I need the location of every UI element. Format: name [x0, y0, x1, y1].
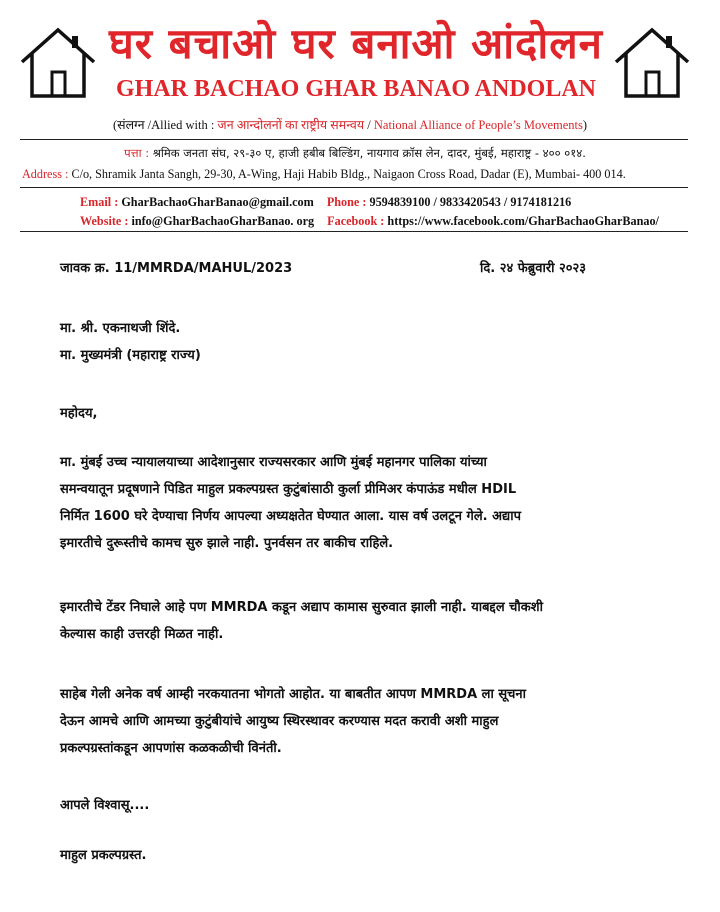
paragraph-2: [60, 594, 660, 648]
paragraph-line: इमारतीचे टेंडर निघाले आहे पण MMRDA कडून अद्याप कामास सुरुवात झाली नाही. याबद्दल चौकशी: [60, 600, 543, 615]
facebook-link[interactable]: https://www.facebook.com/GharBachaoGharBanao/: [387, 214, 659, 228]
address-english-label: Address :: [22, 167, 72, 181]
divider: [20, 139, 688, 140]
email-link[interactable]: GharBachaoGharBanao@gmail.com: [121, 195, 314, 209]
allied-hindi: जन आन्दोलनों का राष्ट्रीय समन्वय: [217, 118, 365, 132]
address-hindi: श्रमिक जनता संघ, २९-३० ए, हाजी हबीब बिल्डिंग, नायगाव क्रॉस लेन, दादर, मुंबई, महाराष्ट्र - ४०० ०१४.: [152, 146, 586, 160]
address-english: C/o, Shramik Janta Sangh, 29-30, A-Wing, Haji Habib Bldg., Naigaon Cross Road, Dadar (E), Mumbai- 400 014.: [71, 167, 626, 181]
contact-line-1: [80, 195, 710, 210]
paragraph-line: समन्वयातून प्रदूषणाने पिडित माहुल प्रकल्पग्रस्त कुटुंबांसाठी कुर्ला प्रीमिअर कंपाऊंड मधील HDIL: [60, 482, 517, 497]
contact-line-2: [80, 214, 710, 229]
paragraph-line: इमारतीचे दुरूस्तीचे कामच सुरु झाले नाही. पुनर्वसन तर बाकीच राहिले.: [60, 536, 394, 551]
paragraph-1: [60, 449, 660, 557]
facebook-label: Facebook :: [327, 214, 388, 228]
paragraph-line: मा. मुंबई उच्च न्यायालयाच्या आदेशानुसार राज्यसरकार आणि मुंबई महानगर पालिका यांच्या: [60, 455, 487, 470]
paragraph-line: साहेब गेली अनेक वर्ष आम्ही नरकयातना भोगतो आहोत. या बाबतीत आपण MMRDA ला सूचना: [60, 687, 527, 702]
address-hindi-line: [0, 146, 710, 161]
reference-number: जावक क्र. 11/MMRDA/MAHUL/2023: [60, 261, 293, 276]
divider: [20, 187, 688, 188]
paragraph-line: प्रकल्पग्रस्तांकडून आपणांस कळकळीची विनंती.: [60, 741, 282, 756]
allied-prefix: (संलग्न /Allied with :: [112, 118, 218, 132]
allied-separator: /: [364, 118, 374, 132]
website-label: Website :: [80, 214, 132, 228]
phone-label: Phone :: [326, 195, 370, 209]
org-title-english: GHAR BACHAO GHAR BANAO ANDOLAN: [115, 76, 597, 102]
allied-with-line: [0, 116, 700, 133]
signature: माहुल प्रकल्पग्रस्त.: [60, 848, 147, 863]
email-label: Email :: [80, 195, 122, 209]
house-icon: [18, 26, 98, 100]
salutation: महोदय,: [60, 406, 98, 421]
org-title-hindi: घर बचाओ घर बनाओ आंदोलन: [108, 19, 603, 68]
recipient-name: मा. श्री. एकनाथजी शिंदे.: [60, 321, 181, 336]
closing: आपले विश्वासू....: [60, 798, 150, 813]
divider: [20, 231, 688, 232]
paragraph-line: देऊन आमचे आणि आमच्या कुटुंबीयांचे आयुष्य स्थिरस्थावर करण्यास मदत करावी अशी माहुल: [60, 714, 499, 729]
paragraph-line: निर्मित 1600 घरे देण्याचा निर्णय आपल्या अध्यक्षतेत घेण्यात आला. यास वर्ष उलटून गेले. अद्याप: [60, 509, 521, 524]
website-link[interactable]: info@GharBachaoGharBanao. org: [131, 214, 315, 228]
phone-numbers: 9594839100 / 9833420543 / 9174181216: [369, 195, 572, 209]
allied-suffix: ): [582, 118, 588, 132]
house-icon: [612, 26, 692, 100]
paragraph-3: [60, 681, 660, 762]
letter-date: दि. २४ फेब्रुवारी २०२३: [480, 261, 587, 276]
address-hindi-label: पत्ता :: [124, 146, 153, 160]
address-english-line: [22, 167, 702, 182]
recipient-title: मा. मुख्यमंत्री (महाराष्ट्र राज्य): [60, 348, 201, 363]
paragraph-line: केल्यास काही उत्तरही मिळत नाही.: [60, 627, 224, 642]
allied-english: National Alliance of People’s Movements: [373, 118, 583, 132]
